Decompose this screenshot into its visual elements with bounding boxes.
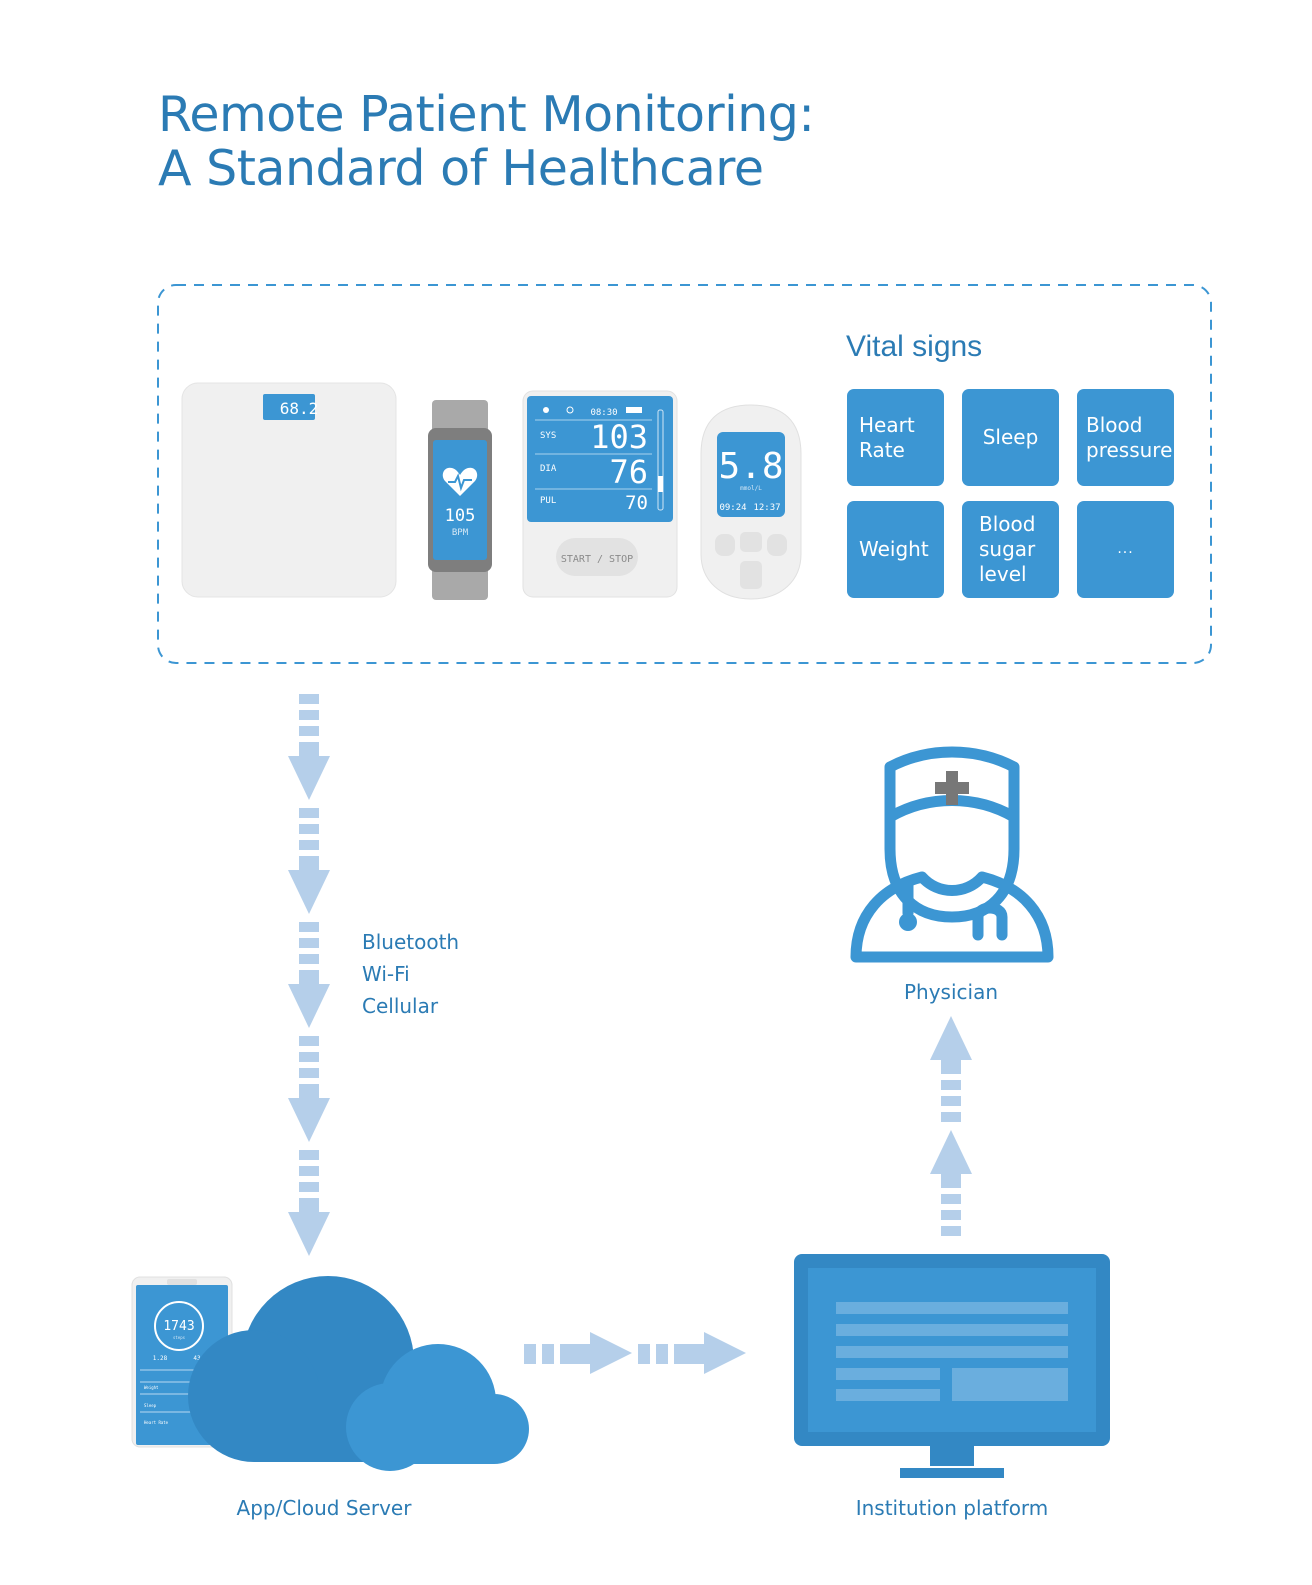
cloud-label: App/Cloud Server: [236, 1496, 412, 1520]
connectivity-cellular: Cellular: [362, 994, 439, 1018]
vital-tile-line: sugar: [979, 537, 1036, 561]
connectivity-bluetooth: Bluetooth: [362, 930, 460, 954]
bp-button-label: START / STOP: [560, 554, 634, 565]
vital-tile-line: Rate: [859, 437, 905, 462]
monitor-icon: [792, 1252, 1112, 1484]
phone-list-weight: Weight: [144, 1385, 159, 1390]
vital-tile-line: pressure: [1086, 437, 1173, 462]
bp-sys-label: SYS: [540, 431, 557, 441]
connectivity-wifi: Wi-Fi: [362, 962, 410, 986]
physician-icon: [848, 745, 1056, 967]
vital-tile-blood-pressure: [1077, 389, 1174, 486]
vital-signs-heading: Vital signs: [846, 330, 983, 363]
bp-pul-value: 70: [625, 492, 648, 514]
vital-tile-line: level: [979, 562, 1027, 586]
vital-tile-line: Blood: [979, 512, 1036, 536]
vital-tile-sleep: [962, 389, 1059, 486]
phone-stat-left: 1.28: [152, 1355, 168, 1362]
glucometer-device: [700, 404, 802, 600]
bp-pul-label: PUL: [540, 496, 557, 506]
page-title: [158, 88, 814, 196]
phone-stat-right: 43: [193, 1355, 201, 1362]
vital-tile-heart-rate: [847, 389, 944, 486]
vital-tile-line: Sleep: [982, 425, 1039, 449]
glucose-time-2: 12:37: [753, 503, 781, 513]
vital-tile-weight: [847, 501, 944, 598]
band-reading: 105: [444, 506, 476, 526]
phone-steps: 1743: [163, 1319, 195, 1334]
fitness-band-device: [428, 400, 492, 600]
vital-tile-blood-sugar: [962, 501, 1059, 598]
scale-reading: 68.2: [279, 399, 319, 418]
title-line-2: A Standard of Healthcare: [158, 140, 764, 197]
vital-tile-more: [1077, 501, 1174, 598]
phone-list-heart-rate: Heart Rate: [144, 1420, 169, 1425]
arrow-down-icon: [284, 690, 336, 1260]
blood-pressure-monitor-device: [522, 390, 678, 600]
arrow-right-icon: [520, 1328, 750, 1380]
glucose-unit: mmol/L: [740, 485, 762, 492]
connectivity-list: [362, 926, 459, 1022]
weight-scale-device: [181, 382, 397, 600]
bp-dia-value: 76: [609, 453, 648, 491]
vital-tile-line: ...: [1117, 541, 1134, 557]
band-unit: BPM: [451, 528, 469, 538]
bp-time: 08:30: [590, 408, 618, 418]
cloud-icon: [180, 1272, 536, 1472]
arrow-up-icon: [926, 1014, 978, 1242]
phone-steps-unit: steps: [172, 1335, 186, 1340]
vital-tile-line: Blood: [1086, 412, 1143, 437]
institution-label: Institution platform: [855, 1496, 1049, 1520]
title-line-1: Remote Patient Monitoring:: [158, 86, 815, 143]
glucose-reading: 5.8: [718, 446, 784, 487]
bp-sys-value: 103: [590, 418, 648, 456]
bp-dia-label: DIA: [540, 464, 557, 474]
phone-list-sleep: Sleep: [144, 1403, 157, 1408]
glucose-time-1: 09:24: [719, 503, 747, 513]
vital-tile-line: Weight: [859, 537, 929, 561]
vital-tile-line: Heart: [859, 412, 915, 437]
physician-label: Physician: [903, 980, 999, 1004]
